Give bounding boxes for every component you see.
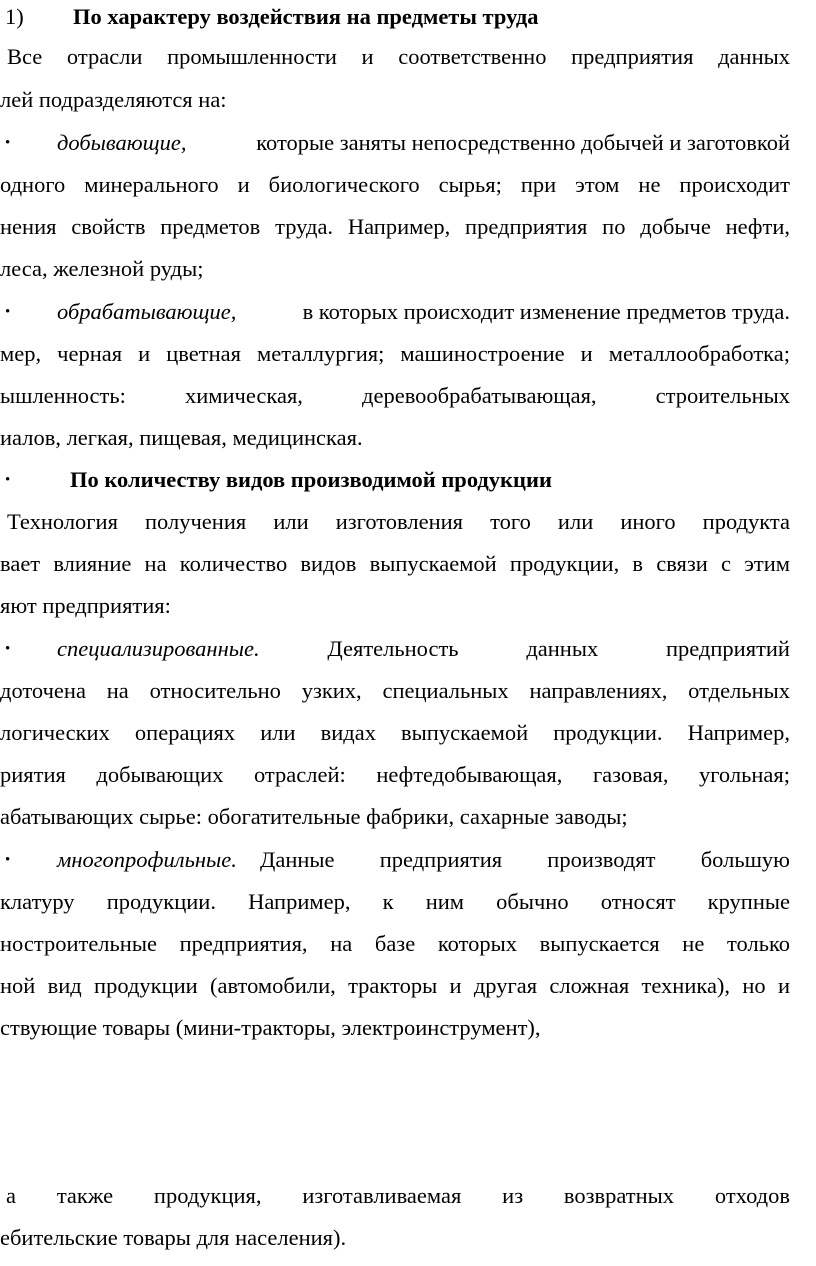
list-item-first-line bbox=[57, 634, 790, 664]
list-item-first-line bbox=[57, 297, 790, 327]
item2-line-1: мер, черная и цветная металлургия; машиностроение и металлообработка; bbox=[0, 341, 790, 366]
section2-intro-line-1: Технология получения или изготовления того или иного продукта bbox=[7, 509, 790, 534]
bullet-icon: • bbox=[5, 135, 11, 151]
item1-line-3: леса, железной руды; bbox=[0, 256, 204, 281]
item-text: которые заняты непосредственно добычей и заготовкой bbox=[256, 130, 790, 155]
section1-intro-line-2: лей подразделяются на: bbox=[0, 87, 227, 112]
section2-heading: По количеству видов производимой продукции bbox=[70, 467, 552, 492]
bullet-icon: • bbox=[5, 472, 11, 488]
item4-line-1: клатуру продукции. Например, к ним обычно относят крупные bbox=[0, 889, 790, 914]
bullet-icon: • bbox=[5, 641, 11, 657]
list-item-first-line bbox=[57, 845, 790, 875]
tail-line-1: а также продукция, изготавливаемая из возвратных отходов bbox=[6, 1183, 790, 1208]
item2-line-2: ышленность: химическая, деревообрабатывающая, строительных bbox=[0, 383, 790, 408]
item3-line-1: доточена на относительно узких, специальных направлениях, отдельных bbox=[0, 678, 790, 703]
section1-marker: 1) bbox=[5, 4, 24, 29]
item4-line-3: ной вид продукции (автомобили, тракторы и другая сложная техника), но и bbox=[0, 973, 790, 998]
item-text-word: предприятий bbox=[665, 636, 790, 661]
item3-line-4: абатывающих сырье: обогатительные фабрики, сахарные заводы; bbox=[0, 804, 628, 829]
term-processing: обрабатывающие, bbox=[57, 299, 237, 324]
item-text-word: данных bbox=[526, 636, 599, 661]
item-text: Данные предприятия производят большую bbox=[260, 847, 790, 872]
item4-line-4: ствующие товары (мини-тракторы, электроинструмент), bbox=[0, 1015, 541, 1040]
tail-line-2: ебительские товары для населения). bbox=[0, 1225, 347, 1250]
item1-line-2: нения свойств предметов труда. Например, предприятия по добыче нефти, bbox=[0, 214, 790, 239]
item3-line-2: логических операциях или видах выпускаемой продукции. Например, bbox=[0, 720, 790, 745]
list-item-first-line bbox=[57, 128, 790, 158]
term-specialized: специализированные. bbox=[57, 636, 260, 661]
term-extracting: добывающие, bbox=[57, 130, 187, 155]
item-text: в которых происходит изменение предметов труда. bbox=[302, 299, 790, 324]
section1-intro-line-1: Все отрасли промышленности и соответственно предприятия данных bbox=[7, 44, 790, 69]
section1-heading: По характеру воздействия на предметы труда bbox=[73, 4, 539, 29]
section2-intro-line-2: вает влияние на количество видов выпускаемой продукции, в связи с этим bbox=[0, 551, 790, 576]
item4-line-2: ностроительные предприятия, на базе которых выпускается не только bbox=[0, 931, 790, 956]
bullet-icon: • bbox=[5, 852, 11, 868]
bullet-icon: • bbox=[5, 304, 11, 320]
item3-line-3: риятия добывающих отраслей: нефтедобывающая, газовая, угольная; bbox=[0, 762, 790, 787]
term-diversified: многопрофильные. bbox=[57, 847, 237, 872]
item2-line-3: иалов, легкая, пищевая, медицинская. bbox=[0, 425, 363, 450]
item-text-word: Деятельность bbox=[327, 636, 459, 661]
section2-intro-line-3: яют предприятия: bbox=[0, 593, 171, 618]
item1-line-1: одного минерального и биологического сырья; при этом не происходит bbox=[0, 172, 790, 197]
